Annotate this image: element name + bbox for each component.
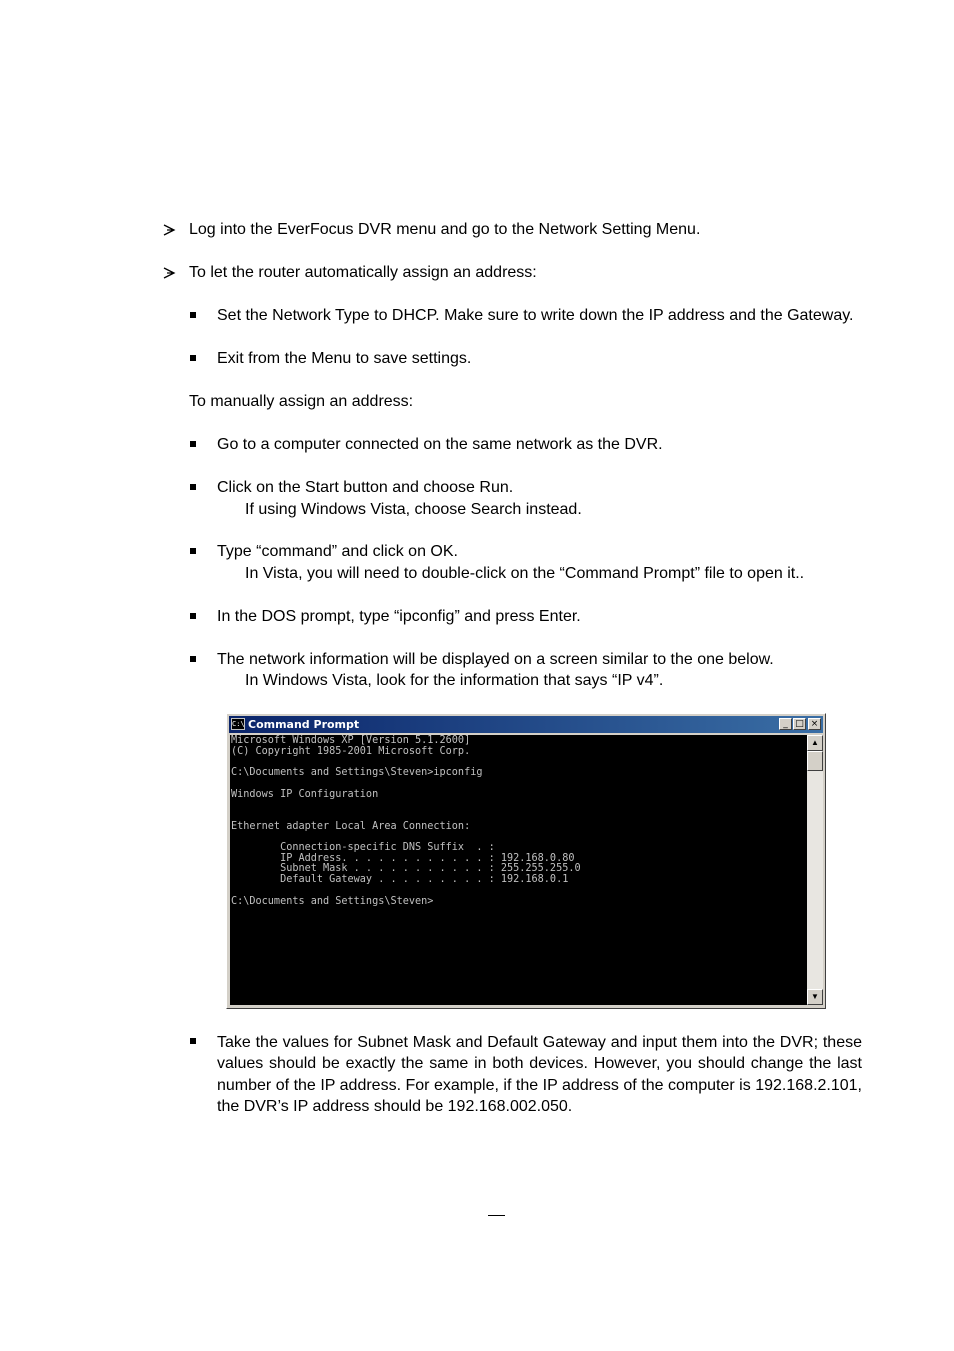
step-go-to-computer: Go to a computer connected on the same network as the DVR. [217,436,663,453]
step-start-run: Click on the Start button and choose Run. [217,479,514,496]
window-title: Command Prompt [248,718,360,731]
step-type-command-note: In Vista, you will need to double-click on the “Command Prompt” file to open it.. [245,565,805,582]
square-bullet-icon [190,484,196,490]
step-enter-values: Take the values for Subnet Mask and Default Gateway and input them into the DVR; these values should be exactly the same in both devices. However, you should change the last number of the IP address. For example, if the IP address of the computer is 192.168.2.101, the DVR’s IP address should be 192.168.002.050. [217,1034,862,1115]
command-prompt-titlebar [229,716,823,733]
console-output-text: Microsoft Windows XP [Version 5.1.2600] (C) Copyright 1985-2001 Microsoft Corp. C:\Documents and Settings\Steven>ipconfig Windows IP Configuration Ethernet adapter Local Area Connection: Connection-specific DNS Suffix . : IP Address. . . . . . . . . . . . : 192.168.0.80 Subnet Mask . . . . . . . . . . . : 255.255.255.0 Default Gateway . . . . . . . . . : 192.168.0.1 C:\Documents and Settings\Steven> [231,735,581,907]
console-output-area[interactable] [230,735,807,1005]
square-bullet-icon [190,355,196,361]
bullet-auto-assign: To let the router automatically assign an address: [189,264,537,281]
step-network-info-note: In Windows Vista, look for the information that says “IP v4”. [245,672,664,689]
scroll-down-button[interactable]: ▼ [807,989,823,1005]
step-type-command: Type “command” and click on OK. [217,543,458,560]
step-ipconfig: In the DOS prompt, type “ipconfig” and press Enter. [217,608,581,625]
console-app-icon: C:\ [232,720,245,728]
vertical-scrollbar[interactable] [807,735,823,1005]
maximize-button[interactable]: □ [793,718,806,730]
step-exit-menu: Exit from the Menu to save settings. [217,350,472,367]
manual-assign-heading: To manually assign an address: [189,393,414,410]
minimize-button[interactable]: _ [779,718,792,730]
bullet-dvr-login: Log into the EverFocus DVR menu and go to the Network Setting Menu. [189,221,701,238]
scroll-thumb[interactable] [807,751,823,771]
arrow-bullet-icon [162,220,178,240]
square-bullet-icon [190,312,196,318]
close-button[interactable]: × [808,718,821,730]
scroll-up-button[interactable]: ▲ [807,735,823,751]
square-bullet-icon [190,1038,196,1044]
arrow-bullet-icon [162,263,178,283]
step-dhcp: Set the Network Type to DHCP. Make sure to write down the IP address and the Gateway. [217,307,854,324]
square-bullet-icon [190,441,196,447]
square-bullet-icon [190,548,196,554]
step-network-info: The network information will be displayed on a screen similar to the one below. [217,651,774,668]
step-start-run-note: If using Windows Vista, choose Search instead. [245,501,582,518]
command-prompt-window [226,713,826,1009]
page-number-mark [488,1215,505,1216]
square-bullet-icon [190,656,196,662]
square-bullet-icon [190,613,196,619]
